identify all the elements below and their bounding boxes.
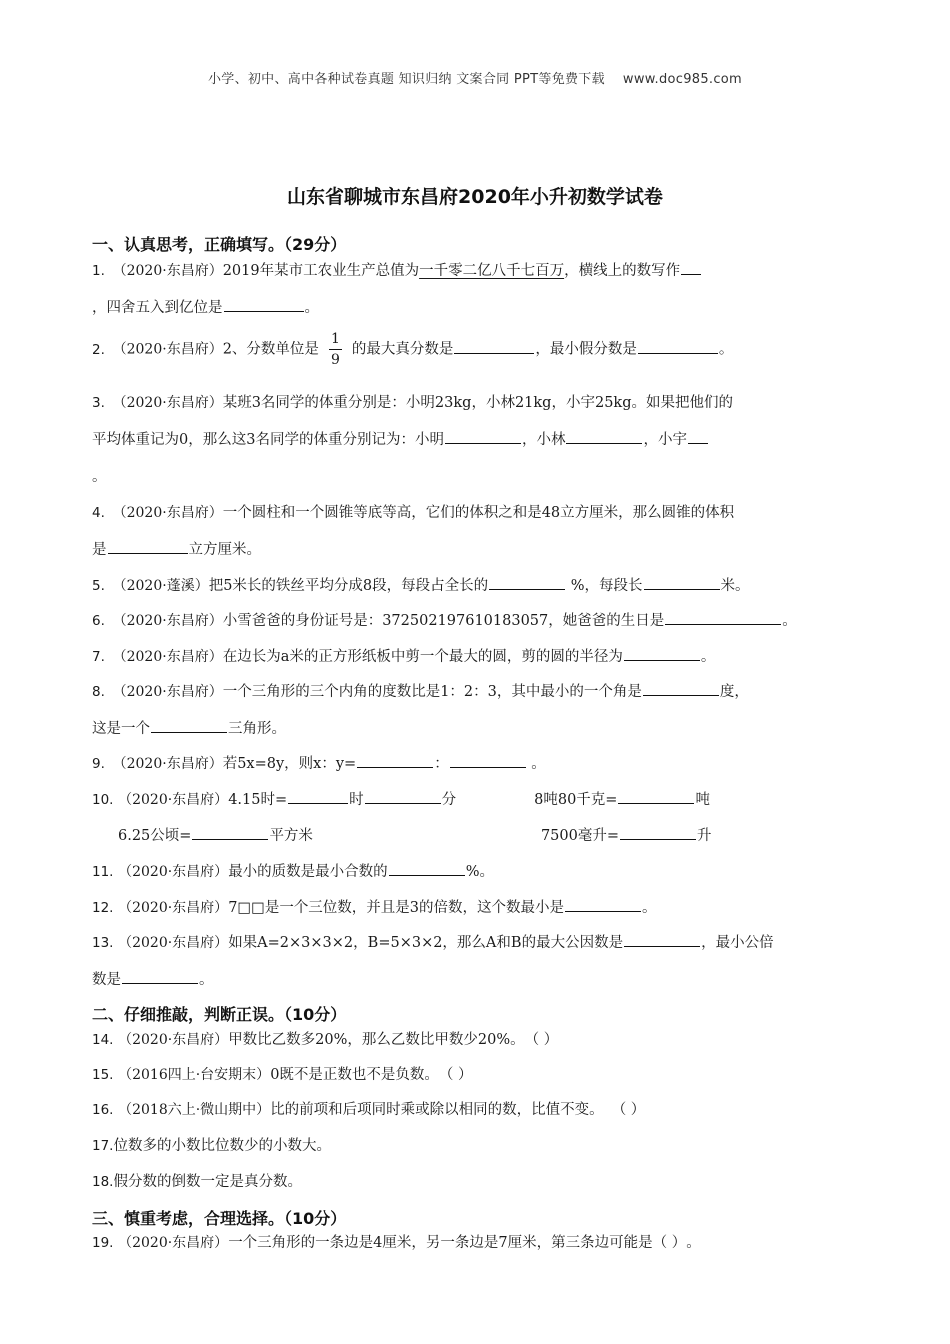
- answer-blank[interactable]: [681, 259, 701, 275]
- question-source: （2020·东昌府）: [118, 1032, 229, 1048]
- question-text: 某班3名同学的体重分别是：小明23kg，小林21kg，小宇25kg。如果把他们的: [222, 395, 733, 411]
- question-number: 19.: [92, 1235, 114, 1251]
- question-source: （2020·东昌府）: [112, 505, 223, 521]
- question-text: ，横线上的数写作: [564, 263, 681, 279]
- question-number: 4.: [92, 505, 105, 521]
- question-8: [92, 680, 749, 701]
- question-text: 若5x=8y，则x：y=: [222, 756, 357, 772]
- question-text: 数是: [92, 972, 121, 988]
- question-3-cont: [92, 428, 709, 449]
- question-text: 。: [526, 756, 546, 772]
- question-text: 8吨80千克=: [534, 792, 618, 808]
- question-text: 平方米: [269, 828, 313, 844]
- question-number: 12.: [92, 900, 114, 916]
- question-text: 把5米长的铁丝平均分成8段，每段占全长的: [208, 578, 489, 594]
- answer-parentheses[interactable]: （ ）: [652, 1235, 687, 1251]
- question-number: 11.: [92, 864, 114, 880]
- question-number: 3.: [92, 395, 105, 411]
- question-text: 是: [92, 542, 107, 558]
- answer-parentheses[interactable]: （ ）: [438, 1067, 473, 1083]
- question-source: （2020·东昌府）: [112, 263, 223, 279]
- answer-blank[interactable]: [620, 824, 696, 840]
- question-number: 5.: [92, 578, 105, 594]
- question-6: [92, 609, 797, 630]
- question-source: （2020·蓬溪）: [112, 578, 209, 594]
- answer-blank[interactable]: [565, 896, 641, 912]
- question-number: 2.: [92, 341, 105, 358]
- answer-blank[interactable]: [644, 574, 720, 590]
- question-source: （2020·东昌府）: [118, 900, 229, 916]
- answer-blank[interactable]: [665, 609, 781, 625]
- fraction-numerator: 1: [329, 332, 342, 350]
- question-source: （2020·东昌府）: [118, 864, 229, 880]
- question-number: 1.: [92, 263, 105, 279]
- question-5: [92, 574, 750, 595]
- question-16: [92, 1098, 645, 1119]
- question-source: （2020·东昌府）: [112, 395, 223, 411]
- question-text: 。: [718, 341, 734, 358]
- question-text: 。: [642, 900, 657, 916]
- question-text: 4.15时=: [228, 792, 288, 808]
- question-source: （2020·东昌府）: [118, 935, 229, 951]
- question-text: 。: [199, 972, 214, 988]
- question-text: 7500毫升=: [540, 828, 619, 844]
- question-source: （2020·东昌府）: [112, 684, 223, 700]
- question-number: 16.: [92, 1102, 114, 1118]
- question-text: 6.25公顷=: [118, 828, 192, 844]
- question-text: ，小宇: [643, 432, 687, 448]
- question-1: [92, 259, 702, 280]
- question-text: 米。: [720, 578, 750, 594]
- question-18: [92, 1170, 302, 1191]
- question-number: 10.: [92, 792, 114, 808]
- question-number: 18.: [92, 1174, 114, 1190]
- question-11: [92, 860, 494, 881]
- question-text: 吨: [695, 792, 710, 808]
- question-text: 一个圆柱和一个圆锥等底等高，它们的体积之和是48立方厘米，那么圆锥的体积: [222, 505, 735, 521]
- question-text: 度，: [719, 684, 749, 700]
- question-source: （2020·东昌府）: [118, 792, 229, 808]
- answer-blank[interactable]: [638, 338, 718, 354]
- question-text: 立方厘米。: [188, 542, 261, 558]
- banner-url[interactable]: www.doc985.com: [622, 72, 743, 87]
- fraction-denominator: 9: [330, 352, 340, 368]
- question-source: （2020·东昌府）: [112, 613, 223, 629]
- banner-text: 小学、初中、高中各种试卷真题 知识归纳 文案合同 PPT等免费下载: [207, 72, 605, 87]
- answer-blank[interactable]: [357, 752, 433, 768]
- question-source: （2016四上·台安期末）: [118, 1067, 271, 1083]
- section-3-heading: 三、慎重考虑，合理选择。（10分）: [92, 1209, 347, 1228]
- question-number: 8.: [92, 684, 105, 700]
- question-text: 。: [782, 613, 797, 629]
- answer-parentheses[interactable]: （ ）: [524, 1032, 559, 1048]
- question-text: 比的前项和后项同时乘或除以相同的数，比值不变。: [270, 1102, 604, 1118]
- section-2-heading: 二、仔细推敲，判断正误。（10分）: [92, 1005, 347, 1024]
- question-text: 位数多的小数比位数少的小数大。: [113, 1138, 331, 1154]
- section-1-heading: 一、认真思考，正确填写。（29分）: [92, 235, 347, 254]
- answer-blank[interactable]: [288, 788, 348, 804]
- question-text: 。: [304, 300, 319, 316]
- question-text: 一个三角形的一条边是4厘米，另一条边是7厘米，第三条边可能是: [228, 1235, 653, 1251]
- answer-blank[interactable]: [445, 428, 521, 444]
- fraction: [329, 332, 342, 367]
- question-source: （2018六上·微山期中）: [118, 1102, 271, 1118]
- question-text: ，最小公倍: [701, 935, 774, 951]
- question-text: 一个三角形的三个内角的度数比是1：2：3，其中最小的一个角是: [222, 684, 642, 700]
- answer-blank[interactable]: [192, 824, 268, 840]
- question-9: [92, 752, 546, 773]
- question-text: ，最小假分数是: [535, 341, 637, 358]
- question-number: 6.: [92, 613, 105, 629]
- question-3-end: 。: [92, 469, 107, 485]
- question-text: 甲数比乙数多20%，那么乙数比甲数少20%。: [228, 1032, 525, 1048]
- answer-blank[interactable]: [365, 788, 441, 804]
- question-text: 最小的质数是最小合数的: [228, 864, 388, 880]
- answer-blank[interactable]: [122, 968, 198, 984]
- answer-blank[interactable]: [489, 574, 565, 590]
- exam-title: 山东省聊城市东昌府2020年小升初数学试卷: [287, 186, 663, 208]
- question-number: 7.: [92, 649, 105, 665]
- question-12: [92, 896, 657, 917]
- answer-parentheses[interactable]: （ ）: [611, 1102, 646, 1118]
- question-source: （2020·东昌府）: [112, 341, 223, 358]
- question-source: （2020·东昌府）: [112, 649, 223, 665]
- question-13: [92, 931, 774, 952]
- question-number: 17.: [92, 1138, 114, 1154]
- question-text: 的最大真分数是: [351, 341, 454, 358]
- question-7: [92, 645, 715, 666]
- answer-blank[interactable]: [454, 338, 534, 354]
- question-13-cont: [92, 968, 214, 989]
- question-4-cont: [92, 538, 261, 559]
- question-8-cont: [92, 717, 286, 738]
- question-text: 三角形。: [228, 721, 286, 737]
- answer-blank[interactable]: [688, 428, 708, 444]
- question-text: ：: [434, 756, 449, 772]
- question-text: 7□□是一个三位数，并且是3的倍数，这个数最小是: [228, 900, 565, 916]
- question-14: [92, 1028, 558, 1049]
- question-number: 9.: [92, 756, 105, 772]
- question-text: %。: [465, 864, 494, 880]
- question-15: [92, 1063, 473, 1084]
- answer-blank[interactable]: [618, 788, 694, 804]
- answer-blank[interactable]: [624, 645, 700, 661]
- question-number: 14.: [92, 1032, 114, 1048]
- question-source: （2020·东昌府）: [112, 756, 223, 772]
- question-19: [92, 1231, 701, 1252]
- question-number: 13.: [92, 935, 114, 951]
- question-number: 15.: [92, 1067, 114, 1083]
- answer-blank[interactable]: [624, 931, 700, 947]
- question-text: 小雪爸爸的身份证号是：372502197610183057，她爸爸的生日是: [222, 613, 665, 629]
- question-4: [92, 501, 734, 522]
- answer-blank[interactable]: [566, 428, 642, 444]
- answer-blank[interactable]: [224, 296, 304, 312]
- question-text: 升: [697, 828, 712, 844]
- question-text: 。: [686, 1235, 701, 1251]
- question-text: 。: [700, 649, 716, 665]
- question-text: ，四舍五入到亿位是: [92, 300, 223, 316]
- question-2: [92, 332, 733, 367]
- question-text: 时: [349, 792, 364, 808]
- question-text: 假分数的倒数一定是真分数。: [113, 1174, 302, 1190]
- question-3: [92, 391, 733, 412]
- question-text: ，小林: [521, 432, 566, 448]
- question-text: 在边长为a米的正方形纸板中剪一个最大的圆，剪的圆的半径为: [222, 649, 623, 665]
- question-text: 分: [441, 792, 457, 808]
- question-text: 2、分数单位是: [222, 341, 319, 358]
- answer-blank[interactable]: [450, 752, 526, 768]
- question-text: 如果A=2×3×3×2，B=5×3×2，那么A和B的最大公因数是: [228, 935, 624, 951]
- question-10-cont: [118, 824, 712, 845]
- question-10: [92, 788, 710, 809]
- question-text: 0既不是正数也不是负数。: [270, 1067, 439, 1083]
- question-text: %，每段长: [566, 578, 643, 594]
- question-text: 这是一个: [92, 721, 150, 737]
- answer-blank[interactable]: [108, 538, 188, 554]
- answer-blank[interactable]: [389, 860, 465, 876]
- page-header-banner: [0, 68, 950, 87]
- question-text: 平均体重记为0，那么这3名同学的体重分别记为：小明: [92, 432, 444, 448]
- answer-blank[interactable]: [643, 680, 719, 696]
- question-1-cont: [92, 296, 319, 317]
- question-17: [92, 1134, 331, 1155]
- answer-blank[interactable]: [151, 717, 227, 733]
- question-source: （2020·东昌府）: [118, 1235, 229, 1251]
- underlined-text: 一千零二亿八千七百万: [419, 263, 565, 279]
- question-text: 2019年某市工农业生产总值为: [222, 263, 420, 279]
